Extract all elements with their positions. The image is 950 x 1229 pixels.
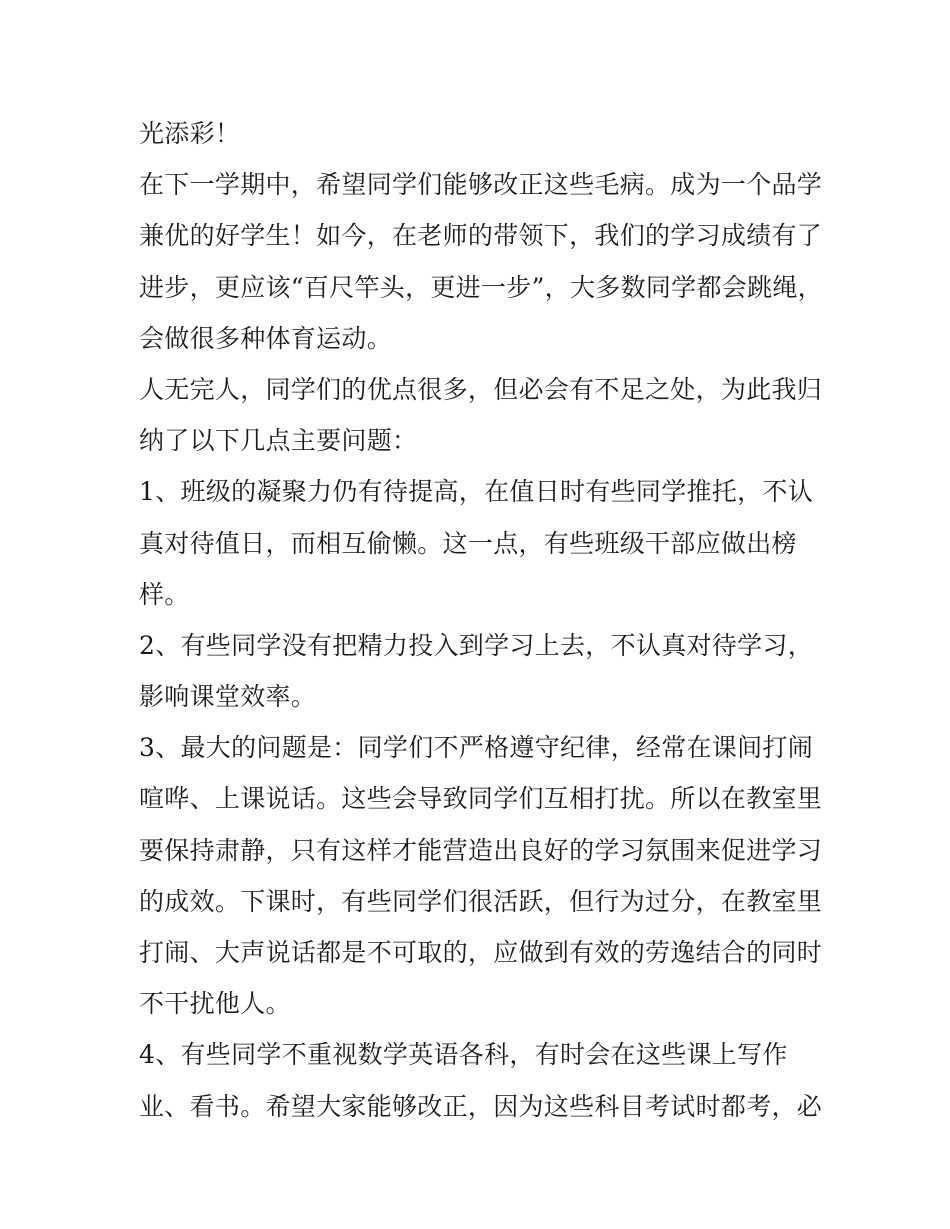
text-line: 会做很多种体育运动。 xyxy=(139,323,393,353)
text-line: 不干扰他人。 xyxy=(139,989,291,1019)
text-line: 喧哗、上课说话。这些会导致同学们互相打扰。所以在教室里 xyxy=(139,784,823,814)
document-body xyxy=(139,108,823,1132)
text-line: 人无完人，同学们的优点很多，但必会有不足之处，为此我归 xyxy=(139,374,823,404)
text-line: 打闹、大声说话都是不可取的，应做到有效的劳逸结合的同时 xyxy=(139,938,823,967)
text-line: 业、看书。希望大家能够改正，因为这些科目考试时都考，必 xyxy=(139,1091,823,1121)
text-line: 纳了以下几点主要问题： xyxy=(139,426,418,456)
text-line: 进步，更应该“百尺竿头，更进一步”，大多数同学都会跳绳， xyxy=(139,272,823,302)
text-line: 兼优的好学生！如今，在老师的带领下，我们的学习成绩有了 xyxy=(139,221,823,251)
text-line: 样。 xyxy=(139,579,190,609)
text-line: 2、有些同学没有把精力投入到学习上去，不认真对待学习， xyxy=(139,630,814,660)
text-line: 的成效。下课时，有些同学们很活跃，但行为过分，在教室里 xyxy=(139,886,823,916)
text-line: 在下一学期中，希望同学们能够改正这些毛病。成为一个品学 xyxy=(139,170,823,200)
text-line: 1、班级的凝聚力仍有待提高，在值日时有些同学推托，不认 xyxy=(139,477,814,507)
text-line: 光添彩！ xyxy=(139,119,241,148)
text-line: 3、最大的问题是：同学们不严格遵守纪律，经常在课间打闹 xyxy=(139,733,814,763)
text-line: 4、有些同学不重视数学英语各科，有时会在这些课上写作 xyxy=(139,1040,788,1070)
text-line: 真对待值日，而相互偷懒。这一点，有些班级干部应做出榜 xyxy=(139,528,797,558)
text-line: 要保持肃静，只有这样才能营造出良好的学习氛围来促进学习 xyxy=(139,835,823,865)
text-line: 影响课堂效率。 xyxy=(139,682,317,712)
